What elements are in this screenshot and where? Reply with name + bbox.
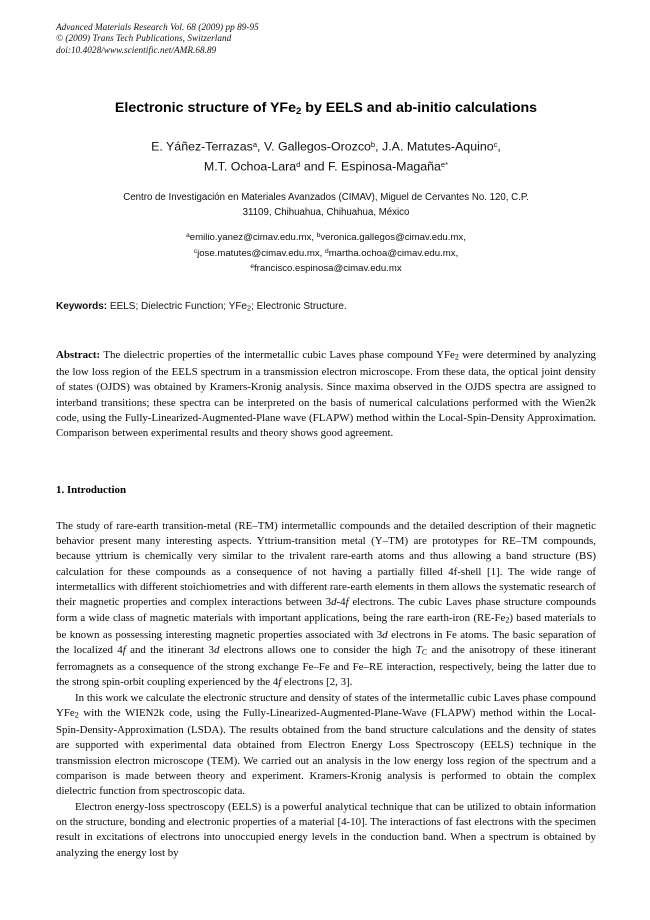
par1-italic-f1: f: [345, 596, 349, 609]
author-name: E. Yáñez-Terrazas: [151, 139, 253, 154]
email-line-1: [56, 229, 596, 245]
email-line-3: [56, 260, 596, 276]
author-separator: ,: [375, 139, 383, 154]
email-address[interactable]: veronica.gallegos@cimav.edu.mx: [320, 232, 464, 244]
par1-italic-d3: d: [213, 644, 220, 657]
abstract-segment-1: The dielectric properties of the intermetallic cubic Laves phase compound YFe: [100, 349, 455, 362]
email-address[interactable]: martha.ochoa@cimav.edu.mx: [328, 247, 456, 259]
par1-subscript-2: 2: [505, 615, 510, 625]
author-affiliation-marker: b: [370, 140, 376, 150]
author-name: M.T. Ochoa-Lara: [203, 159, 297, 174]
keywords-text-before: EELS; Dielectric Function; YFe: [107, 300, 247, 312]
email-address[interactable]: jose.matutes@cimav.edu.mx: [197, 247, 320, 259]
affiliation-line-2: 31109, Chihuahua, Chihuahua, México: [242, 206, 410, 218]
keywords-label: Keywords:: [56, 300, 108, 312]
author-name: F. Espinosa-Magaña: [327, 159, 441, 174]
paper-title-part1: Electronic structure of YFe: [114, 100, 296, 117]
journal-citation-line: Advanced Materials Research Vol. 68 (2009) pp 89-95: [56, 22, 259, 32]
paragraph-intro-1: [56, 519, 596, 691]
abstract-label: Abstract:: [56, 349, 101, 362]
doi-line: doi:10.4028/www.scientific.net/AMR.68.89: [56, 44, 217, 55]
par1-seg7: electrons allows one to consider the high: [219, 644, 416, 657]
par1-italic-f2: f: [122, 644, 126, 657]
abstract-segment-2: were determined by analyzing the low loss region of the EELS spectrum in a transmission electron microscope. From these data, the optical joint density of states (OJDS) was obtained by Kramers-Kronig analysis. Since maxima observed in the OJDS spectra are assigned to interband transitions; these spectra can be interpreted on the basis of numerical calculations performed with the Wien2k code, using the Fully-Linearized-Augmented-Plane wave (FLAPW) method within the Local-Spin-Density Approximation. Comparison between experimental results and theory shows good agreement.: [56, 349, 596, 440]
author-affiliation-marker: c: [493, 140, 498, 150]
par1-seg6: and the itinerant 3: [125, 644, 214, 657]
email-address[interactable]: emilio.yanez@cimav.edu.mx: [189, 232, 312, 244]
par1-seg8: and the anisotropy of these itinerant ferromagnets as a consequence of the strong exchange Fe–Fe and Fe–RE interaction, respectively, being the latter due to the strong spin-orbit coupling experienced by the 4: [56, 644, 596, 689]
author-separator: ,: [257, 139, 264, 154]
author-list: [56, 136, 596, 176]
page-content: [56, 22, 596, 861]
email-separator: ,: [311, 232, 317, 244]
copyright-line: © (2009) Trans Tech Publications, Switzerland: [56, 33, 232, 44]
author-name: J.A. Matutes-Aquino: [382, 139, 494, 154]
email-marker: c: [193, 247, 198, 255]
par1-seg9: electrons [2, 3].: [281, 676, 353, 689]
author-affiliation-marker: a: [252, 140, 258, 150]
par1-italic-d1: d: [331, 596, 337, 609]
abstract-block: [56, 348, 596, 441]
par1-seg1: The study of rare-earth transition-metal (RE–TM) intermetallic compounds and the detailed description of their magnetic behavior present many interesting aspects. Yttrium-transition metal (Y–TM) are prototypes for RE–TM compounds, because yttrium is chemically very similar to the trivalent rare-earth atoms and thus allowing a band structure (BS) calculation for these compounds as a consequence of not having a partially filled 4f-shell [1]. The wide range of intermetallics with different stoichiometries and with different rare-earth elements in them allows the systematic research of their magnetic properties and complex interactions between 3: [56, 519, 597, 609]
par1-italic-f3: f: [278, 676, 282, 689]
journal-header: [56, 22, 596, 56]
par1-italic-d2: d: [382, 628, 388, 641]
author-separator: ,: [497, 139, 501, 154]
author-affiliation-marker: d: [296, 160, 301, 170]
par1-tc-subscript: C: [421, 647, 428, 657]
keywords-text-after: ; Electronic Structure.: [251, 300, 347, 312]
par1-tc-symbol: T: [415, 644, 422, 657]
author-line-2: [56, 156, 596, 176]
email-marker: e: [250, 263, 254, 271]
par1-seg4: ) based materials to be known as possessing interesting magnetic properties associated with 3: [56, 611, 596, 641]
email-separator: ,: [455, 247, 459, 259]
affiliation-line-1: Centro de Investigación en Materiales Avanzados (CIMAV), Miguel de Cervantes No. 120, C.P.: [123, 192, 529, 204]
keywords-subscript: 2: [247, 303, 252, 313]
par1-italic-tc: [416, 644, 427, 656]
email-address[interactable]: francisco.espinosa@cimav.edu.mx: [254, 263, 402, 275]
author-name: V. Gallegos-Orozco: [263, 139, 371, 154]
section-heading-introduction: 1. Introduction: [56, 483, 126, 496]
author-separator: and: [300, 159, 328, 174]
par2-seg2: with the WIEN2k code, using the Fully-Linearized-Augmented-Plane-Wave (FLAPW) method within the Local-Spin-Density-Approximation (LSDA). The results obtained from the band structure calculations and the density of states are supported with experimental data obtained from Electron Energy Loss Spectroscopy (EELS) technique in the transmission electron microscope (TEM). We carried out an analysis in the low energy loss region of the spectrum and a comparison is made between theory and experiment. Kramers-Kronig analysis is performed to obtain the complex dielectric function from spectroscopic data.: [56, 706, 596, 798]
paper-title-subscript: 2: [296, 106, 302, 118]
paragraph-intro-3: Electron energy-loss spectroscopy (EELS) is a powerful analytical technique that can be utilized to obtain information on the structure, bonding and electronic properties of a material [4-10]. The interactions of fast electrons with the specimen result in excitations of electrons into unoccupied energy levels in the conduction band. When a spectrum is obtained by analyzing the energy lost by: [56, 800, 596, 859]
author-line-1: [56, 136, 596, 156]
email-separator: ,: [463, 232, 466, 244]
email-marker: a: [186, 232, 190, 240]
abstract-subscript: 2: [454, 352, 459, 362]
paper-title-part2: by EELS and ab-initio calculations: [301, 100, 538, 117]
affiliation-block: [56, 191, 596, 220]
par1-seg3: electrons. The cubic Laves phase structure compounds form a wide class of magnetic materials with important applications, being the rare earth-iron (RE-Fe: [56, 596, 596, 624]
author-affiliation-marker: e*: [440, 160, 449, 170]
email-marker: d: [325, 247, 329, 255]
par2-seg1: In this work we calculate the electronic structure and density of states of the intermetallic cubic Laves phase compound YFe: [56, 691, 596, 719]
paper-title: [56, 99, 596, 121]
keywords-line: [56, 300, 596, 315]
par1-seg2: -4: [336, 596, 346, 609]
paragraph-intro-2: [56, 691, 596, 800]
email-marker: b: [316, 232, 321, 240]
par2-subscript-2: 2: [74, 710, 79, 720]
par1-seg5: electrons in Fe atoms. The basic separation of the localized 4: [56, 628, 596, 657]
email-block: [56, 229, 596, 276]
email-separator: ,: [319, 247, 326, 259]
email-line-2: [56, 245, 596, 261]
